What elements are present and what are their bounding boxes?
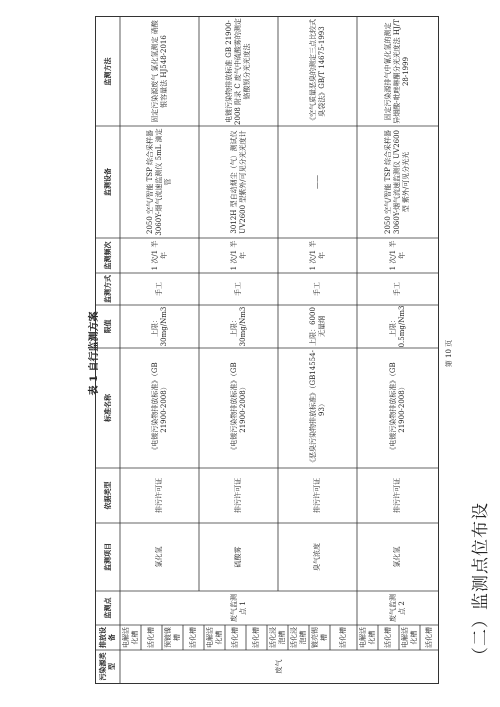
facility-cell: 镀亮锡槽	[310, 627, 328, 648]
standard-name-cell: 《电镀污染物排放标准》（GB 21900-2008）	[388, 362, 406, 454]
test-method-cell: 固定污染源排气中氰化氢的测定 异烟酸-吡唑啉酮分光光度法 HJ/T 28-1999	[384, 19, 410, 124]
header-standard-name: 标准名称	[102, 394, 112, 422]
equipment-cell: 2050 空气/智能 TSP 综合采样器 3060Y-烟气流速监测仪 UV2600 型 紫外/可见分光光	[384, 129, 410, 235]
monitoring-table	[95, 16, 439, 684]
header-basis-type: 依据类型	[102, 481, 112, 510]
page-number: 第 10 页	[445, 339, 453, 368]
header-limit: 限值	[102, 319, 112, 334]
limit-cell: 上限：0.5mg/Nm3	[388, 305, 406, 348]
basis-type-cell: 排污许可证	[155, 478, 164, 513]
facility-cell: 电解活化槽	[205, 627, 223, 648]
equipment-cell: ——	[313, 175, 322, 189]
facility-cell: 活化槽	[189, 627, 198, 648]
method-cell: 手工	[313, 282, 322, 296]
header-method: 监测方式	[102, 275, 112, 303]
header-monitoring-point: 监测点	[102, 597, 112, 619]
header-equipment: 监测设备	[102, 168, 112, 196]
test-method-cell: 《空气质量恶臭的测定三点比较式臭袋法》GB/T 14675-1993	[308, 19, 326, 124]
test-method-cell: 电镀污染物排放标准 GB 21900-2008 附录 C 废气中硫酸雾的测定 铬酸钡分光光度法	[225, 18, 251, 125]
monitoring-item-cell: 臭气浓度	[313, 543, 322, 571]
facility-cell: 活化槽	[231, 627, 240, 648]
facility-cell: 活化槽	[424, 627, 433, 648]
basis-type-cell: 排污许可证	[393, 478, 402, 513]
facility-cell: 预镀镍槽	[163, 627, 181, 648]
header-discharge-facility: 排放设备	[98, 627, 116, 648]
monitoring-point-1: 废气监测点 1	[229, 594, 247, 622]
limit-cell: 上限：30mg/Nm3	[229, 306, 247, 347]
facility-cell: 电解活化槽	[121, 627, 139, 648]
standard-name-cell: 《电镀污染物排放标准》（GB 21900-2008）	[150, 362, 168, 454]
facility-cell: 电解活化槽	[358, 627, 376, 648]
basis-type-cell: 排污许可证	[313, 478, 322, 513]
frequency-cell: 1 次/1 半年	[150, 240, 168, 271]
standard-name-cell: 《电镀污染物排放标准》（GB 21900-2008）	[229, 362, 247, 454]
header-test-method: 监测方法	[102, 57, 112, 86]
monitoring-point-2: 废气监测点 2	[388, 594, 406, 622]
facility-cell: 活化浸泡槽	[268, 627, 286, 648]
facility-cell: 活化槽	[384, 627, 393, 648]
method-cell: 手工	[155, 282, 164, 296]
facility-cell: 活化槽	[339, 627, 348, 648]
method-cell: 手工	[393, 282, 402, 296]
header-frequency: 监测频次	[102, 241, 112, 270]
pollution-type-cell: 废气	[274, 659, 283, 674]
method-cell: 手工	[234, 282, 243, 296]
standard-name-cell: 《恶臭污染物排放标准》（GB14554-93）	[308, 350, 326, 466]
table-title: 表 1 自行监测方案	[89, 311, 100, 396]
limit-cell: 上限：30mg/Nm3	[150, 306, 168, 347]
frequency-cell: 1 次/1 半年	[308, 240, 326, 271]
monitoring-item-cell: 硫酸雾	[234, 546, 243, 568]
facility-cell: 活化槽	[252, 627, 261, 648]
monitoring-item-cell: 氯化氢	[393, 546, 402, 568]
frequency-cell: 1 次/1 半年	[388, 240, 406, 271]
equipment-cell: 3012H 型自动烟尘（气）测试仪 UV2600 型紫外/可见分光光度计	[229, 130, 247, 234]
basis-type-cell: 排污许可证	[234, 478, 243, 513]
header-monitoring-item: 监测项目	[102, 543, 112, 571]
facility-cell: 活化浸泡槽	[289, 627, 307, 648]
limit-cell: 上限：6000 无量纲	[308, 307, 326, 346]
section-title: （二）监测点位布设	[471, 502, 491, 664]
equipment-cell: 2050 空气/智能 TSP 综合采样器 3060Y-烟气流速监测仪 5mL 滴定管	[146, 128, 172, 236]
test-method-cell: 固定污染源废气 氯化氢测定 硝酸银容量法 HJ548-2016	[150, 20, 168, 123]
facility-cell: 活化槽	[147, 627, 156, 648]
facility-cell: 电解活化槽	[400, 627, 418, 648]
frequency-cell: 1 次/1 半年	[229, 240, 247, 271]
header-pollution-type: 污染源类型	[98, 652, 116, 681]
monitoring-item-cell: 氯化氢	[155, 546, 164, 568]
